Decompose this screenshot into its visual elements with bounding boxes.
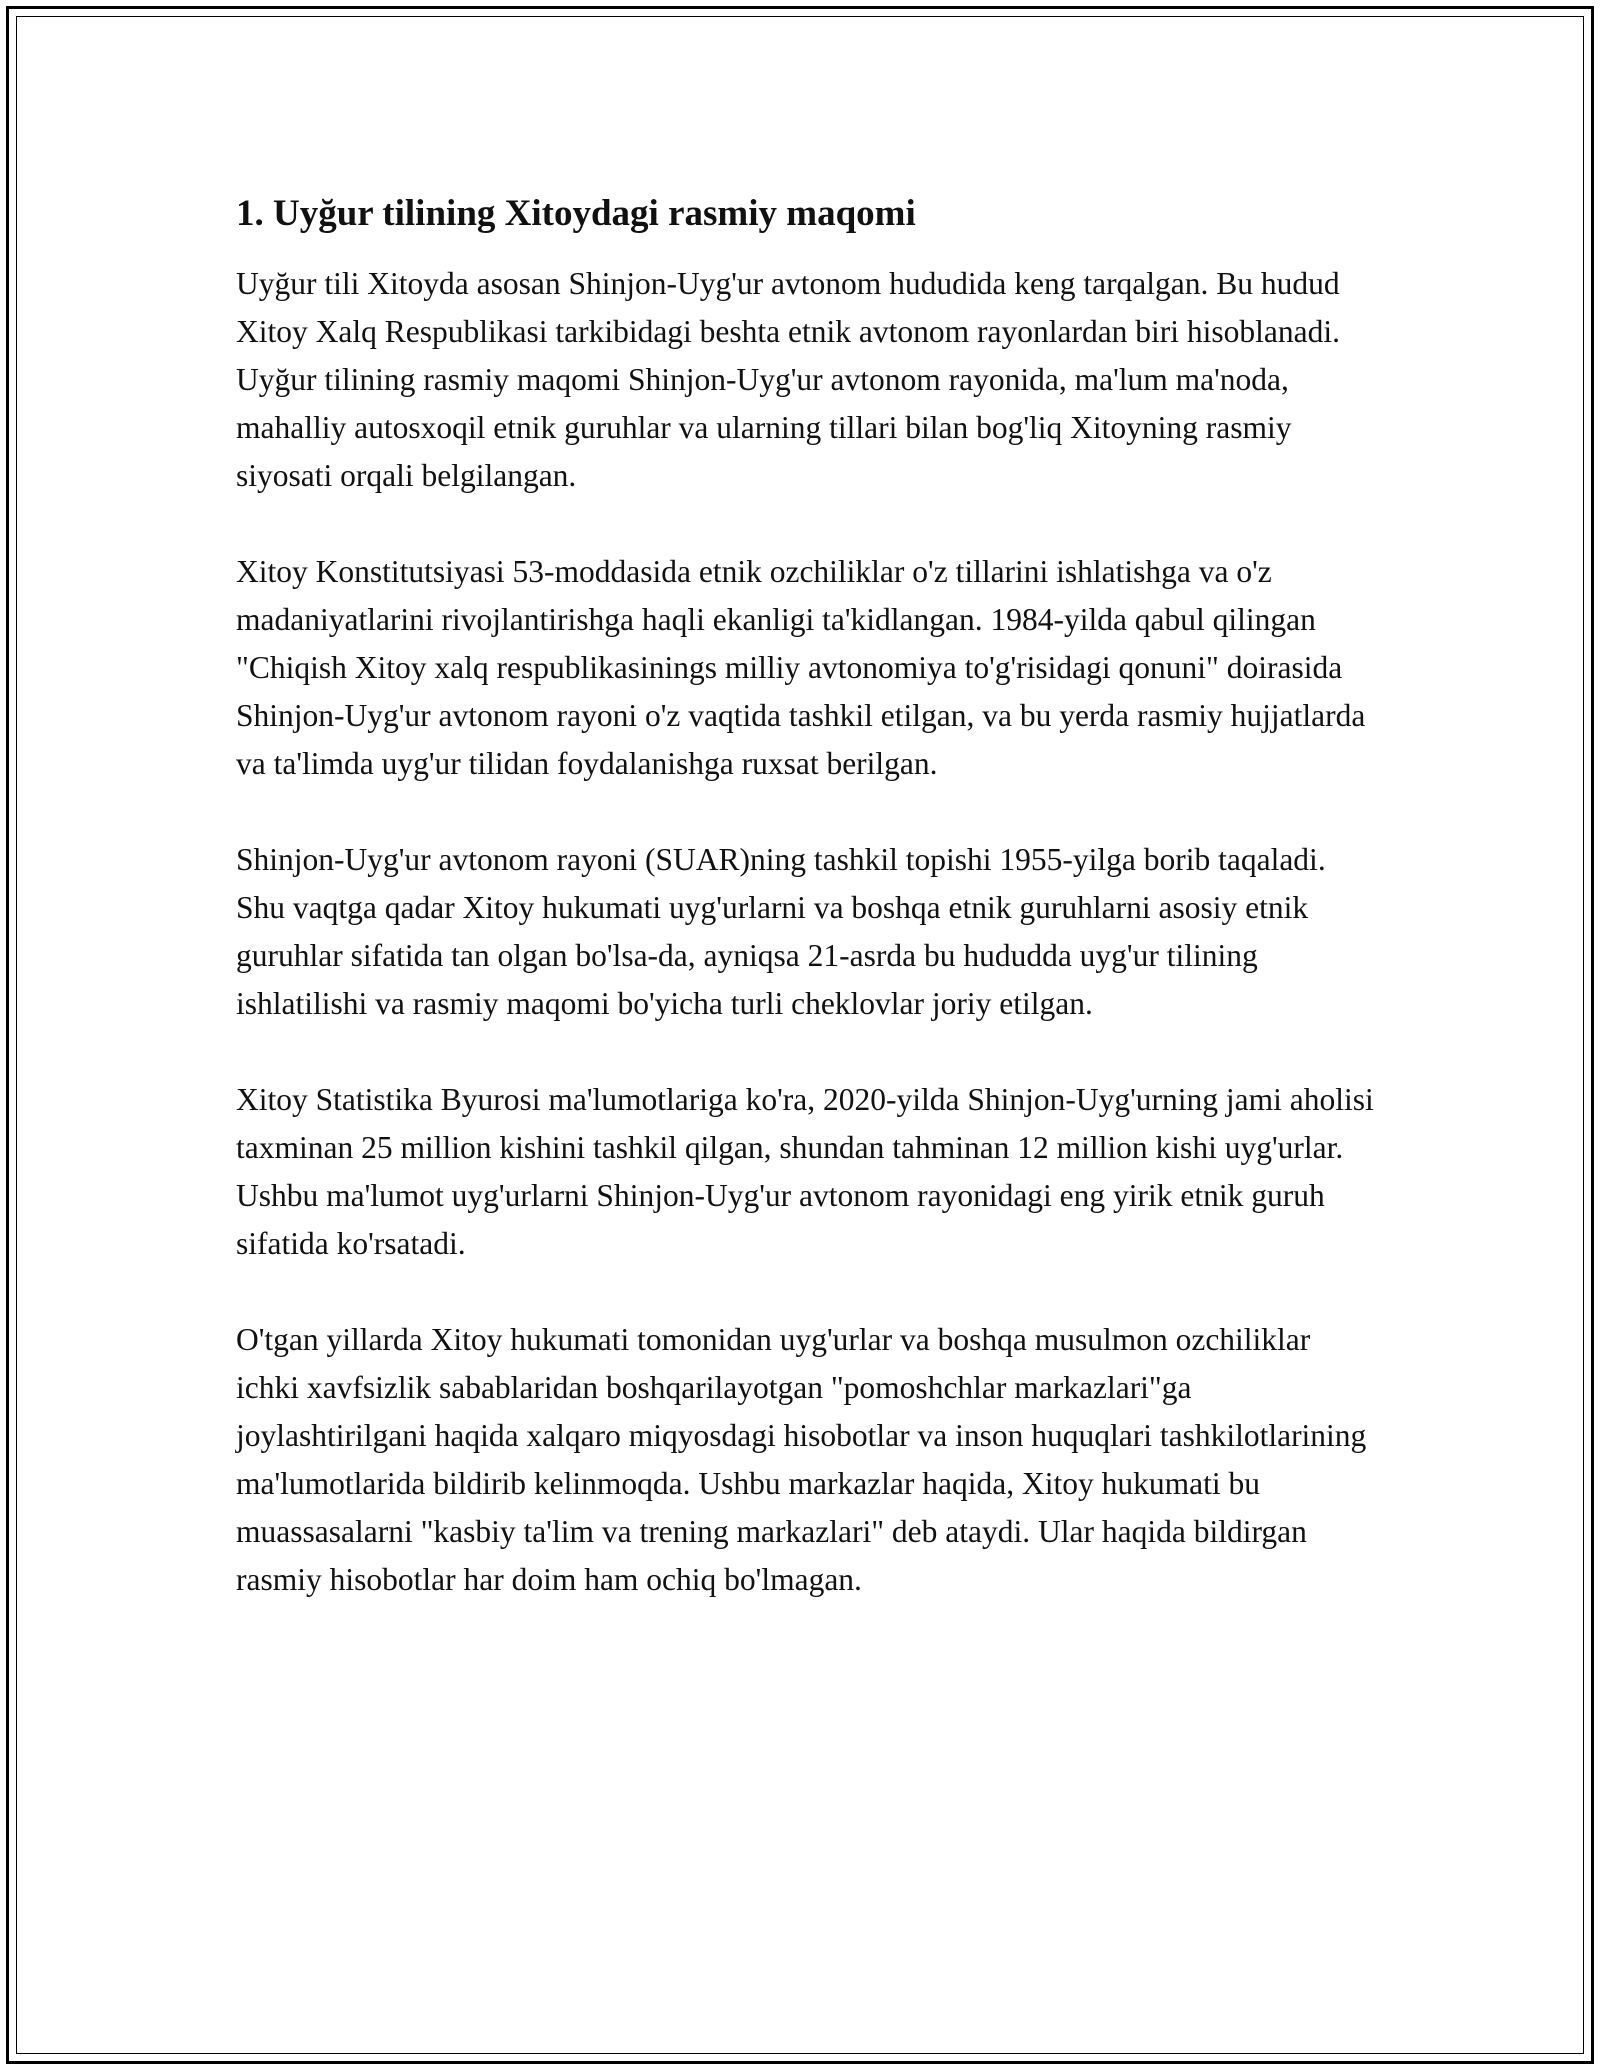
paragraph-2: Xitoy Konstitutsiyasi 53-moddasida etnik ozchiliklar o'z tillarini ishlatishga va o'z madaniyatlarini rivojlantirishga haqli ekanligi ta'kidlangan. 1984-yilda qabul qilingan "Chiqish Xitoy xalq respublikasinings milliy avtonomiya to'g'risidagi qonuni" doirasida Shinjon-Uyg'ur avtonom rayoni o'z vaqtida tashkil etilgan, va bu yerda rasmiy hujjatlarda va ta'limda uyg'ur tilidan foydalanishga ruxsat berilgan. [236, 554, 1366, 781]
paragraph-5: O'tgan yillarda Xitoy hukumati tomonidan uyg'urlar va boshqa musulmon ozchiliklar ichki xavfsizlik sabablaridan boshqarilayotgan "pomoshchlar markazlari"ga joylashtirilgani haqida xalqaro miqyosdagi hisobotlar va inson huquqlari tashkilotlarining ma'lumotlarida bildirib kelinmoqda. Ushbu markazlar haqida, Xitoy hukumati bu muassasalarni "kasbiy ta'lim va trening markazlari" deb ataydi. Ular haqida bildirgan rasmiy hisobotlar har doim ham ochiq bo'lmagan. [236, 1322, 1367, 1597]
paragraph-1: Uyğur tili Xitoyda asosan Shinjon-Uyg'ur avtonom hududida keng tarqalgan. Bu hudud Xitoy Xalq Respublikasi tarkibidagi beshta etnik avtonom rayonlardan biri hisoblanadi. Uyğur tilining rasmiy maqomi Shinjon-Uyg'ur avtonom rayonida, ma'lum ma'noda, mahalliy autosxoqil etnik guruhlar va ularning tillari bilan bog'liq Xitoyning rasmiy siyosati orqali belgilangan. [236, 266, 1341, 493]
paragraph-3: Shinjon-Uyg'ur avtonom rayoni (SUAR)ning tashkil topishi 1955-yilga borib taqaladi. Shu vaqtga qadar Xitoy hukumati uyg'urlarni va boshqa etnik guruhlarni asosiy etnik guruhlar sifatida tan olgan bo'lsa-da, ayniqsa 21-asrda bu hududda uyg'ur tilining ishlatilishi va rasmiy maqomi bo'yicha turli cheklovlar joriy etilgan. [236, 842, 1326, 1021]
document-body [236, 192, 1376, 1652]
paragraph-4: Xitoy Statistika Byurosi ma'lumotlariga ko'ra, 2020-yilda Shinjon-Uyg'urning jami aholisi taxminan 25 million kishini tashkil qilgan, shundan tahminan 12 million kishi uyg'urlar. Ushbu ma'lumot uyg'urlarni Shinjon-Uyg'ur avtonom rayonidagi eng yirik etnik guruh sifatida ko'rsatadi. [236, 1082, 1374, 1261]
section-heading: 1. Uyğur tilining Xitoydagi rasmiy maqomi [236, 193, 916, 234]
